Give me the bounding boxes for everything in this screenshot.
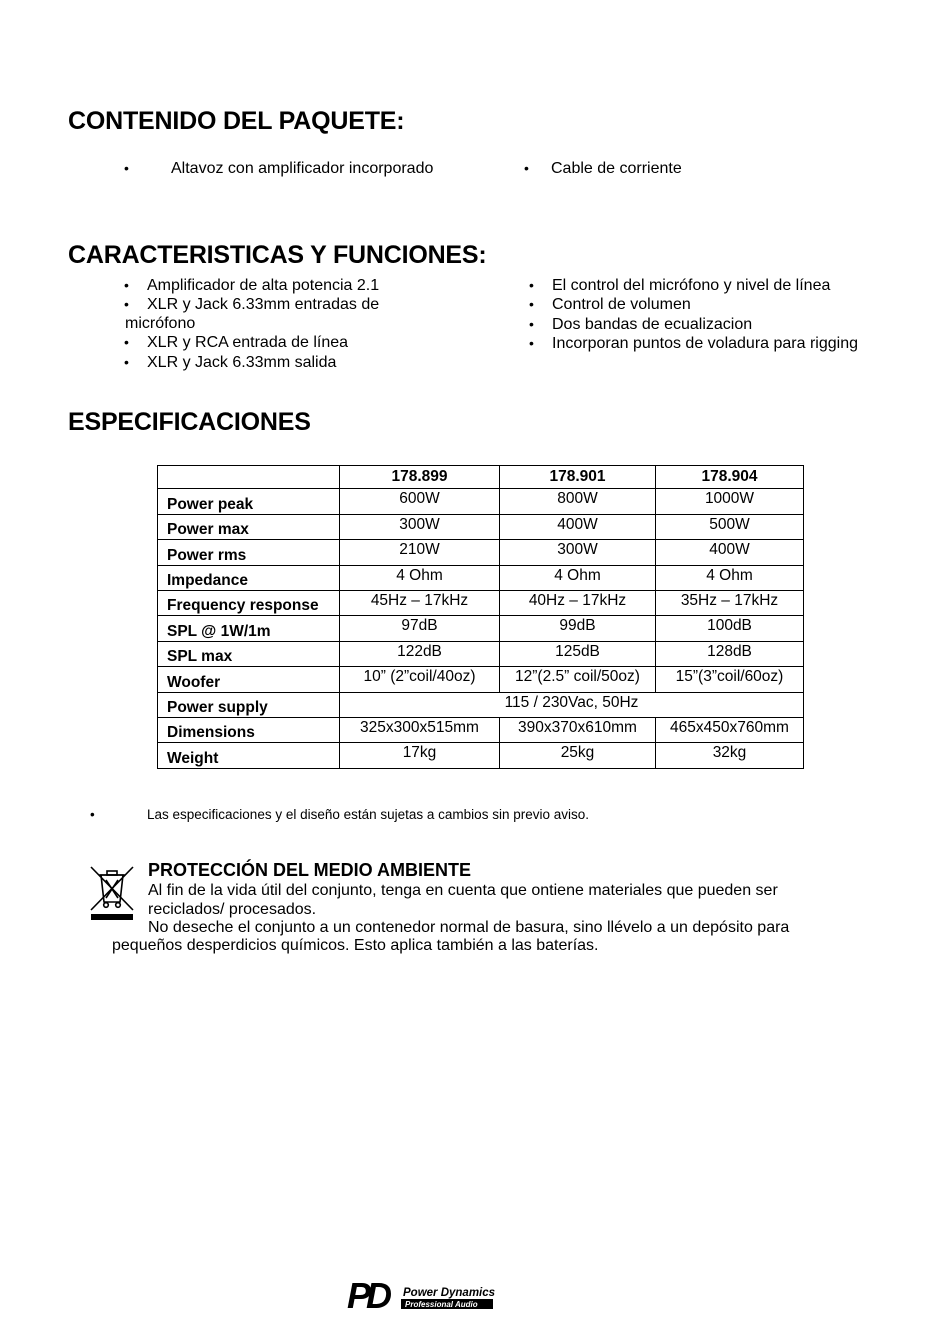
spec-header-cell: 178.901 [500,466,656,489]
spec-cell: 99dB [500,616,656,641]
spec-row-label: Weight [158,743,340,768]
spec-cell: 500W [656,514,804,539]
environment-text: pequeños desperdicios químicos. Esto aplica también a las baterías. [112,937,599,954]
spec-row-label: Frequency response [158,590,340,615]
spec-row [158,489,804,514]
spec-row [158,667,804,692]
feature-item-continued: micrófono [125,315,196,332]
spec-row [158,743,804,768]
spec-row-label: Impedance [158,565,340,590]
spec-cell: 97dB [340,616,500,641]
spec-cell: 300W [500,540,656,565]
spec-cell: 390x370x610mm [500,717,656,742]
spec-cell: 400W [500,514,656,539]
spec-row-label: SPL max [158,641,340,666]
spec-row-label: Power peak [158,489,340,514]
spec-row [158,514,804,539]
bullet-icon: • [524,160,529,176]
spec-cell: 12”(2.5” coil/50oz) [500,667,656,692]
spec-row [158,641,804,666]
spec-cell: 4 Ohm [340,565,500,590]
features-heading: CARACTERISTICAS Y FUNCIONES: [68,241,487,269]
bullet-icon: • [529,335,534,351]
spec-row-label: Dimensions [158,717,340,742]
spec-cell: 40Hz – 17kHz [500,590,656,615]
spec-cell: 45Hz – 17kHz [340,590,500,615]
environment-text: No deseche el conjunto a un contenedor normal de basura, sino llévelo a un depósito para [148,919,790,936]
spec-header-cell [158,466,340,489]
bullet-icon: • [529,296,534,312]
spec-row-label: Power max [158,514,340,539]
spec-cell: 800W [500,489,656,514]
crossed-out-wheelie-bin-icon [89,865,135,921]
spec-cell: 128dB [656,641,804,666]
spec-row [158,692,804,717]
spec-row-label: Woofer [158,667,340,692]
bullet-icon: • [124,354,129,370]
power-dynamics-logo [346,1274,496,1314]
spec-cell: 32kg [656,743,804,768]
spec-cell: 17kg [340,743,500,768]
spec-header-row [158,466,804,489]
bullet-icon: • [124,160,129,176]
spec-row-label: Power rms [158,540,340,565]
spec-cell: 125dB [500,641,656,666]
spec-cell: 115 / 230Vac, 50Hz [340,692,804,717]
spec-cell: 10” (2”coil/40oz) [340,667,500,692]
bullet-icon: • [529,277,534,293]
bullet-icon: • [529,316,534,332]
bullet-icon: • [124,296,129,312]
environment-text: reciclados/ procesados. [148,901,317,918]
spec-cell: 465x450x760mm [656,717,804,742]
spec-header-cell: 178.904 [656,466,804,489]
spec-cell: 122dB [340,641,500,666]
spec-header-cell: 178.899 [340,466,500,489]
spec-cell: 210W [340,540,500,565]
spec-cell: 15”(3”coil/60oz) [656,667,804,692]
svg-text:Professional Audio: Professional Audio [405,1300,478,1309]
spec-row-label: SPL @ 1W/1m [158,616,340,641]
svg-text:Power Dynamics: Power Dynamics [403,1287,496,1299]
spec-cell: 35Hz – 17kHz [656,590,804,615]
bullet-icon: • [90,807,95,822]
spec-cell: 25kg [500,743,656,768]
environment-heading: PROTECCIÓN DEL MEDIO AMBIENTE [148,860,472,880]
spec-row [158,590,804,615]
spec-cell: 400W [656,540,804,565]
spec-table [157,465,804,769]
bullet-icon: • [124,334,129,350]
spec-cell: 600W [340,489,500,514]
spec-row [158,565,804,590]
spec-cell: 100dB [656,616,804,641]
spec-row [158,616,804,641]
spec-row [158,540,804,565]
spec-cell: 4 Ohm [500,565,656,590]
spec-cell: 325x300x515mm [340,717,500,742]
package-heading: CONTENIDO DEL PAQUETE: [68,107,405,135]
environment-text: Al fin de la vida útil del conjunto, tenga en cuenta que ontiene materiales que pueden ser [148,882,778,899]
spec-row [158,717,804,742]
svg-text:PD: PD [347,1275,388,1314]
spec-cell: 1000W [656,489,804,514]
spec-cell: 300W [340,514,500,539]
spec-cell: 4 Ohm [656,565,804,590]
specs-heading: ESPECIFICACIONES [68,408,311,436]
bullet-icon: • [124,277,129,293]
spec-row-label: Power supply [158,692,340,717]
